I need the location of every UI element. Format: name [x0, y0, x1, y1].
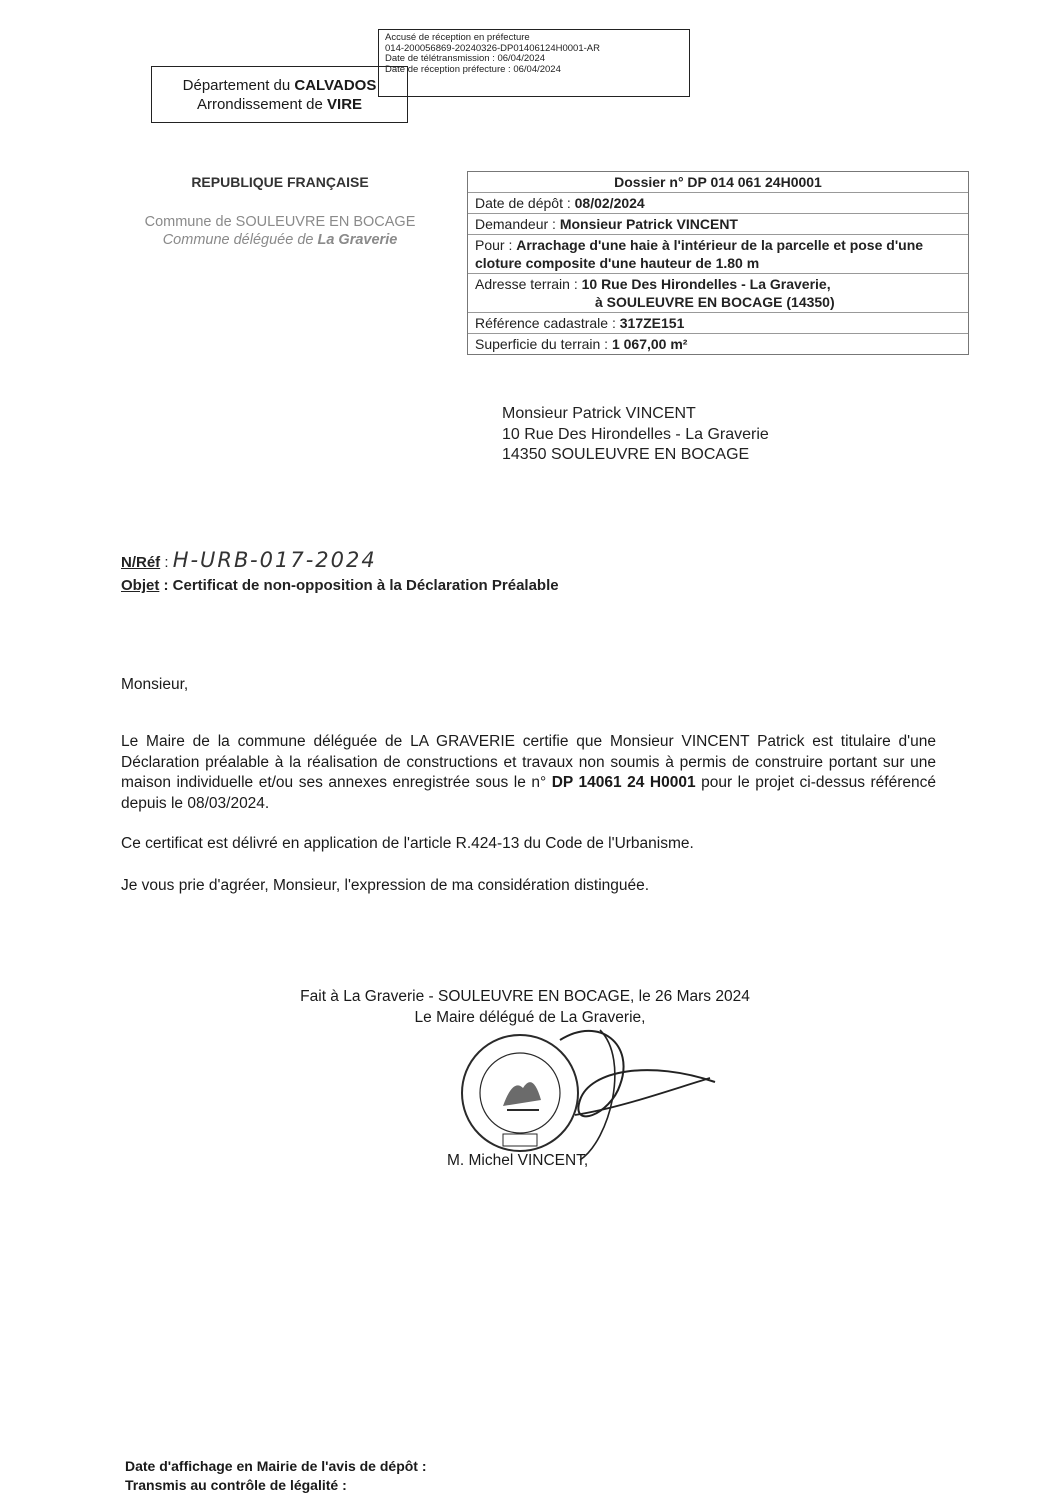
accuse-line: Accusé de réception en préfecture — [385, 32, 530, 43]
commune-name: Commune de SOULEUVRE EN BOCAGE — [144, 214, 416, 230]
objet-line — [121, 577, 559, 594]
department-name: CALVADOS — [294, 77, 377, 94]
pour-label: Pour : — [475, 237, 517, 253]
place-date-line: Fait à La Graverie - SOULEUVRE EN BOCAGE, le 26 Mars 2024 — [300, 988, 750, 1005]
accuse-line: Date de réception préfecture : 06/04/2024 — [385, 63, 561, 75]
department-prefix: Département du — [182, 77, 295, 94]
adresse-label: Adresse terrain : — [475, 276, 582, 292]
commune-block — [110, 213, 450, 249]
dossier-table — [467, 171, 969, 355]
dossier-row-cadastre — [468, 312, 968, 333]
adresse-value-line1: 10 Rue Des Hirondelles - La Graverie, — [581, 276, 831, 292]
dossier-number: Dossier n° DP 014 061 24H0001 — [614, 174, 822, 190]
superficie-label: Superficie du terrain : — [475, 336, 612, 352]
dossier-number-inline: DP 14061 24 H0001 — [551, 774, 696, 791]
dossier-row-adresse — [468, 273, 968, 312]
demandeur-label: Demandeur : — [475, 216, 560, 232]
recipient-street: 10 Rue Des Hirondelles - La Graverie — [502, 425, 769, 443]
commune-deleguee — [110, 231, 450, 249]
depot-value: 08/02/2024 — [574, 195, 645, 211]
reference-label: N/Réf — [121, 554, 161, 571]
footer-affichage: Date d'affichage en Mairie de l'avis de dépôt : — [125, 1458, 427, 1474]
paragraph-certification — [121, 732, 936, 814]
arrondissement-name: VIRE — [327, 96, 363, 113]
signatory-name: M. Michel VINCENT, — [447, 1152, 589, 1169]
commune-deleguee-prefix: Commune déléguée de — [162, 232, 318, 248]
department-line — [152, 76, 407, 95]
paragraph-article: Ce certificat est délivré en application de l'article R.424-13 du Code de l'Urbanisme. — [121, 835, 694, 852]
department-box — [151, 66, 408, 123]
mayor-title: Le Maire délégué de La Graverie, — [414, 1009, 646, 1026]
reference-value: H-URB-017-2024 — [172, 548, 377, 572]
accuse-reception-box — [378, 29, 690, 97]
objet-label: Objet — [121, 577, 160, 594]
dossier-row-superficie — [468, 333, 968, 354]
cadastre-label: Référence cadastrale : — [475, 315, 620, 331]
paragraph-certification-end: pour le projet ci-dessus référencé depuis le 08/03/2024. — [121, 774, 936, 812]
reference-separator: : — [160, 554, 173, 571]
handwritten-signature-icon — [540, 1020, 720, 1170]
depot-label: Date de dépôt : — [475, 195, 575, 211]
pour-value: Arrachage d'une haie à l'intérieur de la parcelle et pose d'une cloture composite d'une hauteur de 1.80 m — [475, 237, 924, 271]
accuse-line: 014-200056869-20240326-DP01406124H0001-AR — [385, 42, 600, 54]
reference-line — [121, 548, 377, 572]
demandeur-value: Monsieur Patrick VINCENT — [559, 216, 738, 232]
dossier-row-depot — [468, 192, 968, 213]
paragraph-certification-text: Le Maire de la commune déléguée de LA GRAVERIE certifie que Monsieur VINCENT Patrick est titulaire d'une Déclaration préalable à la réalisation de constructions et travaux non soumis à permis de construire portant sur une maison individuelle et/ou ses annexes enregistrée sous le n° — [121, 733, 936, 791]
dossier-row-demandeur — [468, 213, 968, 234]
objet-text: : Certificat de non-opposition à la Déclaration Préalable — [159, 577, 559, 594]
commune-deleguee-name: La Graverie — [317, 232, 398, 248]
republique-title: REPUBLIQUE FRANÇAISE — [191, 174, 369, 190]
superficie-value: 1 067,00 m² — [611, 336, 688, 352]
arrondissement-line — [152, 95, 407, 114]
arrondissement-prefix: Arrondissement de — [196, 96, 328, 113]
salutation: Monsieur, — [121, 676, 189, 693]
recipient-city: 14350 SOULEUVRE EN BOCAGE — [502, 446, 750, 463]
recipient-address — [502, 404, 769, 466]
recipient-name: Monsieur Patrick VINCENT — [502, 405, 696, 422]
paragraph-closing: Je vous prie d'agréer, Monsieur, l'expression de ma considération distinguée. — [121, 877, 650, 894]
cadastre-value: 317ZE151 — [619, 315, 685, 331]
accuse-line: Date de télétransmission : 06/04/2024 — [385, 53, 546, 65]
dossier-row-pour — [468, 234, 968, 273]
adresse-value-line2: à SOULEUVRE EN BOCAGE (14350) — [595, 294, 835, 310]
footer-transmis: Transmis au contrôle de légalité : — [125, 1477, 347, 1493]
